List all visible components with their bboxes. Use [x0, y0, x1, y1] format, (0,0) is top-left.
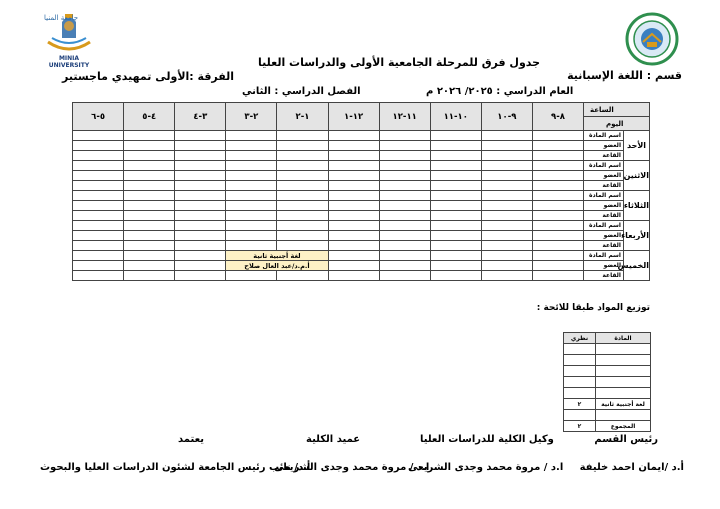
row-label: اسم المادة — [584, 131, 624, 141]
vice-title: وكيل الكلية للدراسات العليا — [420, 434, 554, 445]
day-label: اليوم — [584, 117, 650, 131]
row-label: العضو — [584, 231, 624, 241]
period-header: ٨-٩ — [532, 103, 583, 131]
head-title: رئيس القسم — [594, 434, 658, 445]
distribution-table — [563, 332, 651, 432]
row-label: اسم المادة — [584, 221, 624, 231]
day-cell: الاثنين — [624, 161, 650, 191]
department-label: قسم : اللغة الإسبانية — [567, 69, 682, 82]
dist-course: لغة أجنبية ثانية — [596, 399, 651, 410]
academic-year: العام الدراسي : ٢٠٢٥/ ٢٠٢٦ م — [426, 86, 574, 97]
level-label: الفرقة :الأولى تمهيدي ماجستير — [62, 70, 235, 83]
row-label: العضو — [584, 201, 624, 211]
row-label: العضو — [584, 141, 624, 151]
semester-label: الفصل الدراسي : الثاني — [242, 86, 361, 97]
dean-title: عميد الكلية — [306, 434, 361, 445]
course-cell: لغة أجنبية ثانية — [226, 251, 328, 261]
university-logo — [38, 8, 100, 69]
day-cell: الخميس — [624, 251, 650, 281]
row-label: القاعة — [584, 271, 624, 281]
dean-name: ا.د / مروة محمد وجدى الشريعى — [274, 462, 430, 473]
day-cell: الثلاثاء — [624, 191, 650, 221]
period-header: ١٠-١١ — [430, 103, 481, 131]
approve-name: أ.د/ نائب رئيس الجامعة لشئون الدراسات العليا والبحوث — [40, 462, 311, 473]
period-header: ١-٢ — [277, 103, 328, 131]
hour-label: الساعة — [584, 103, 650, 117]
period-header: ٢-٣ — [226, 103, 277, 131]
approve-title: يعتمد — [178, 434, 204, 445]
row-label: القاعة — [584, 211, 624, 221]
page-title: جدول فرق للمرحلة الجامعية الأولى والدراسات العليا — [258, 56, 541, 69]
row-label: القاعة — [584, 151, 624, 161]
row-label: القاعة — [584, 181, 624, 191]
faculty-seal-logo — [625, 12, 679, 66]
period-header: ١١-١٢ — [379, 103, 430, 131]
svg-text:جامعة المنيا: جامعة المنيا — [44, 14, 79, 22]
dist-total-value: ٢ — [564, 421, 596, 432]
period-header: ٤-٥ — [124, 103, 175, 131]
col-subject: المادة — [596, 333, 651, 344]
dist-total-label: المجموع — [596, 421, 651, 432]
period-header: ٥-٦ — [73, 103, 124, 131]
row-label: اسم المادة — [584, 161, 624, 171]
day-cell: الأحد — [624, 131, 650, 161]
row-label: القاعة — [584, 241, 624, 251]
instructor-cell: أ.م.د/عبد العال صلاح — [226, 261, 328, 271]
dist-course-value: ٢ — [564, 399, 596, 410]
vice-name: ا.د / مروة محمد وجدى الشريعى — [408, 462, 564, 473]
period-header: ١٢-١ — [328, 103, 379, 131]
row-label: اسم المادة — [584, 251, 624, 261]
row-label: العضو — [584, 171, 624, 181]
head-name: أ.د /ايمان احمد خليفة — [579, 462, 684, 473]
col-theory: نظري — [564, 333, 596, 344]
row-label: العضو — [584, 261, 624, 271]
period-header: ٩-١٠ — [481, 103, 532, 131]
period-header: ٣-٤ — [175, 103, 226, 131]
day-cell: الأربعاء — [624, 221, 650, 251]
schedule-table — [72, 102, 650, 281]
university-name: MINIA UNIVERSITY — [48, 55, 90, 69]
row-label: اسم المادة — [584, 191, 624, 201]
distribution-title: توزيع المواد طبقا للائحة : — [536, 303, 650, 313]
